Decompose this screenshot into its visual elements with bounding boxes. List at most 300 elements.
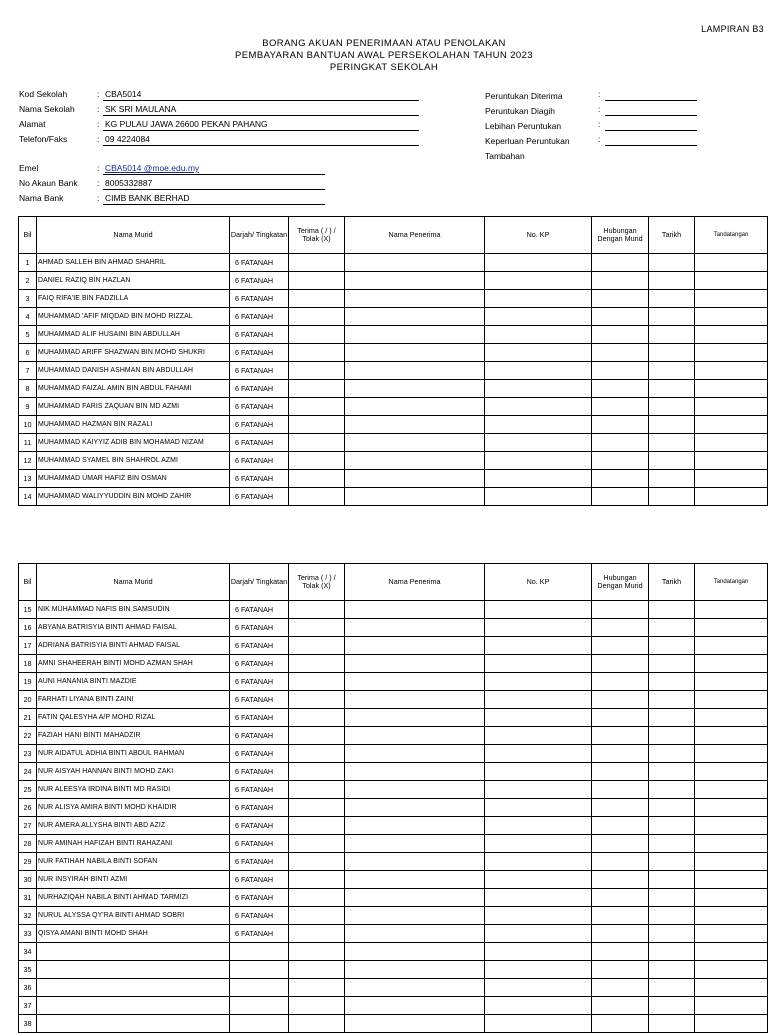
- accept-reject-cell[interactable]: [289, 979, 345, 997]
- ic-number-cell[interactable]: [485, 290, 592, 308]
- ic-number-cell[interactable]: [485, 745, 592, 763]
- class-grade: 6 FATANAH: [230, 434, 289, 452]
- signature-cell[interactable]: [695, 290, 768, 308]
- ic-number-cell[interactable]: [485, 272, 592, 290]
- signature-cell[interactable]: [695, 979, 768, 997]
- accept-reject-cell[interactable]: [289, 488, 345, 506]
- relationship-cell[interactable]: [592, 637, 649, 655]
- recipient-name-cell[interactable]: [345, 398, 485, 416]
- signature-cell[interactable]: [695, 452, 768, 470]
- nama-row: [19, 104, 439, 118]
- signature-cell[interactable]: [695, 691, 768, 709]
- bank-row: [19, 193, 439, 207]
- ic-number-cell[interactable]: [485, 452, 592, 470]
- table-row: [19, 691, 768, 709]
- accept-reject-cell[interactable]: [289, 326, 345, 344]
- akaun-row: [19, 178, 439, 192]
- row-number: 9: [19, 398, 37, 416]
- signature-cell[interactable]: [695, 853, 768, 871]
- signature-cell[interactable]: [695, 272, 768, 290]
- date-cell[interactable]: [649, 763, 695, 781]
- recipient-name-cell[interactable]: [345, 691, 485, 709]
- relationship-cell[interactable]: [592, 889, 649, 907]
- date-cell[interactable]: [649, 943, 695, 961]
- signature-cell[interactable]: [695, 835, 768, 853]
- student-name: FAZIAH HANI BINTI MAHADZIR: [37, 727, 230, 745]
- relationship-cell[interactable]: [592, 290, 649, 308]
- accept-reject-cell[interactable]: [289, 362, 345, 380]
- signature-cell[interactable]: [695, 781, 768, 799]
- emel-row: [19, 163, 439, 177]
- recipient-name-cell[interactable]: [345, 637, 485, 655]
- date-cell[interactable]: [649, 362, 695, 380]
- ic-number-cell[interactable]: [485, 362, 592, 380]
- accept-reject-cell[interactable]: [289, 853, 345, 871]
- signature-cell[interactable]: [695, 727, 768, 745]
- kod-row: [19, 89, 439, 103]
- recipient-name-cell[interactable]: [345, 619, 485, 637]
- row-number: 38: [19, 1015, 37, 1033]
- row-number: 6: [19, 344, 37, 362]
- ic-number-cell[interactable]: [485, 434, 592, 452]
- school-info: [19, 89, 439, 209]
- recipient-name-cell[interactable]: [345, 709, 485, 727]
- ic-number-cell[interactable]: [485, 763, 592, 781]
- accept-reject-cell[interactable]: [289, 745, 345, 763]
- ic-number-cell[interactable]: [485, 691, 592, 709]
- ic-number-cell[interactable]: [485, 673, 592, 691]
- relationship-cell[interactable]: [592, 673, 649, 691]
- accept-reject-cell[interactable]: [289, 344, 345, 362]
- relationship-cell[interactable]: [592, 745, 649, 763]
- date-cell[interactable]: [649, 853, 695, 871]
- recipient-name-cell[interactable]: [345, 997, 485, 1015]
- relationship-cell[interactable]: [592, 488, 649, 506]
- col-terima: Terima ( / ) / Tolak (X): [289, 564, 345, 601]
- col-bil: Bil: [19, 217, 37, 254]
- accept-reject-cell[interactable]: [289, 398, 345, 416]
- relationship-cell[interactable]: [592, 835, 649, 853]
- signature-cell[interactable]: [695, 997, 768, 1015]
- signature-cell[interactable]: [695, 871, 768, 889]
- student-name: NURHAZIQAH NABILA BINTI AHMAD TARMIZI: [37, 889, 230, 907]
- relationship-cell[interactable]: [592, 871, 649, 889]
- row-number: 20: [19, 691, 37, 709]
- accept-reject-cell[interactable]: [289, 308, 345, 326]
- ic-number-cell[interactable]: [485, 979, 592, 997]
- table-row: [19, 727, 768, 745]
- signature-cell[interactable]: [695, 254, 768, 272]
- class-grade: 6 FATANAH: [230, 272, 289, 290]
- recipient-name-cell[interactable]: [345, 907, 485, 925]
- student-name: MUHAMMAD SYAMEL BIN SHAHROL AZMI: [37, 452, 230, 470]
- signature-cell[interactable]: [695, 745, 768, 763]
- accept-reject-cell[interactable]: [289, 763, 345, 781]
- telefon-label: Telefon/Faks: [19, 134, 68, 144]
- signature-cell[interactable]: [695, 655, 768, 673]
- ic-number-cell[interactable]: [485, 601, 592, 619]
- recipient-name-cell[interactable]: [345, 763, 485, 781]
- col-bil: Bil: [19, 564, 37, 601]
- date-cell[interactable]: [649, 709, 695, 727]
- accept-reject-cell[interactable]: [289, 709, 345, 727]
- recipient-name-cell[interactable]: [345, 254, 485, 272]
- relationship-cell[interactable]: [592, 979, 649, 997]
- colon: :: [598, 119, 601, 129]
- signature-cell[interactable]: [695, 434, 768, 452]
- recipient-name-cell[interactable]: [345, 853, 485, 871]
- accept-reject-cell[interactable]: [289, 961, 345, 979]
- accept-reject-cell[interactable]: [289, 290, 345, 308]
- relationship-cell[interactable]: [592, 709, 649, 727]
- row-number: 31: [19, 889, 37, 907]
- relationship-cell[interactable]: [592, 470, 649, 488]
- student-name: [37, 961, 230, 979]
- accept-reject-cell[interactable]: [289, 871, 345, 889]
- relationship-cell[interactable]: [592, 655, 649, 673]
- table-row: [19, 254, 768, 272]
- relationship-cell[interactable]: [592, 853, 649, 871]
- recipient-name-cell[interactable]: [345, 326, 485, 344]
- relationship-cell[interactable]: [592, 416, 649, 434]
- accept-reject-cell[interactable]: [289, 673, 345, 691]
- colon: :: [598, 104, 601, 114]
- table-row: [19, 997, 768, 1015]
- signature-cell[interactable]: [695, 817, 768, 835]
- relationship-cell[interactable]: [592, 799, 649, 817]
- relationship-cell[interactable]: [592, 601, 649, 619]
- colon: :: [97, 163, 100, 173]
- ic-number-cell[interactable]: [485, 907, 592, 925]
- recipient-name-cell[interactable]: [345, 601, 485, 619]
- table-header-row: [19, 564, 768, 601]
- kod-label: Kod Sekolah: [19, 89, 68, 99]
- date-cell[interactable]: [649, 344, 695, 362]
- accept-reject-cell[interactable]: [289, 817, 345, 835]
- ic-number-cell[interactable]: [485, 655, 592, 673]
- recipient-name-cell[interactable]: [345, 434, 485, 452]
- recipient-name-cell[interactable]: [345, 943, 485, 961]
- recipient-name-cell[interactable]: [345, 781, 485, 799]
- recipient-name-cell[interactable]: [345, 272, 485, 290]
- col-nama-murid: Nama Murid: [37, 217, 230, 254]
- relationship-cell[interactable]: [592, 907, 649, 925]
- bank-label: Nama Bank: [19, 193, 64, 203]
- row-number: 33: [19, 925, 37, 943]
- signature-cell[interactable]: [695, 619, 768, 637]
- ic-number-cell[interactable]: [485, 637, 592, 655]
- ic-number-cell[interactable]: [485, 871, 592, 889]
- accept-reject-cell[interactable]: [289, 619, 345, 637]
- accept-reject-cell[interactable]: [289, 637, 345, 655]
- signature-cell[interactable]: [695, 925, 768, 943]
- date-cell[interactable]: [649, 308, 695, 326]
- relationship-cell[interactable]: [592, 727, 649, 745]
- ic-number-cell[interactable]: [485, 853, 592, 871]
- student-name: MUHAMMAD HAZMAN BIN RAZALI: [37, 416, 230, 434]
- date-cell[interactable]: [649, 835, 695, 853]
- colon: :: [97, 193, 100, 203]
- recipient-name-cell[interactable]: [345, 452, 485, 470]
- ic-number-cell[interactable]: [485, 619, 592, 637]
- signature-cell[interactable]: [695, 416, 768, 434]
- signature-cell[interactable]: [695, 488, 768, 506]
- ic-number-cell[interactable]: [485, 889, 592, 907]
- title-line-3: PERINGKAT SEKOLAH: [329, 62, 439, 73]
- signature-cell[interactable]: [695, 601, 768, 619]
- class-grade: 6 FATANAH: [230, 655, 289, 673]
- date-cell[interactable]: [649, 961, 695, 979]
- alamat-value: KG PULAU JAWA 26600 PEKAN PAHANG: [103, 119, 419, 131]
- student-name: MUHAMMAD ALIF HUSAINI BIN ABDULLAH: [37, 326, 230, 344]
- date-cell[interactable]: [649, 889, 695, 907]
- accept-reject-cell[interactable]: [289, 997, 345, 1015]
- relationship-cell[interactable]: [592, 398, 649, 416]
- recipient-name-cell[interactable]: [345, 817, 485, 835]
- ic-number-cell[interactable]: [485, 254, 592, 272]
- date-cell[interactable]: [649, 673, 695, 691]
- date-cell[interactable]: [649, 925, 695, 943]
- tambahan-row: [485, 149, 700, 163]
- relationship-cell[interactable]: [592, 344, 649, 362]
- recipient-name-cell[interactable]: [345, 488, 485, 506]
- accept-reject-cell[interactable]: [289, 907, 345, 925]
- recipient-name-cell[interactable]: [345, 799, 485, 817]
- accept-reject-cell[interactable]: [289, 781, 345, 799]
- date-cell[interactable]: [649, 799, 695, 817]
- accept-reject-cell[interactable]: [289, 691, 345, 709]
- recipient-name-cell[interactable]: [345, 925, 485, 943]
- recipient-name-cell[interactable]: [345, 344, 485, 362]
- relationship-cell[interactable]: [592, 452, 649, 470]
- relationship-cell[interactable]: [592, 925, 649, 943]
- table-row: [19, 434, 768, 452]
- relationship-cell[interactable]: [592, 619, 649, 637]
- keperluan-value: [605, 134, 697, 146]
- colon: :: [97, 178, 100, 188]
- signature-cell[interactable]: [695, 470, 768, 488]
- class-grade: 6 FATANAH: [230, 907, 289, 925]
- accept-reject-cell[interactable]: [289, 272, 345, 290]
- recipient-name-cell[interactable]: [345, 290, 485, 308]
- row-number: 28: [19, 835, 37, 853]
- class-grade: 6 FATANAH: [230, 601, 289, 619]
- student-name: NURUL ALYSSA QY'RA BINTI AHMAD SOBRI: [37, 907, 230, 925]
- date-cell[interactable]: [649, 745, 695, 763]
- col-hubungan: Hubungan Dengan Murid: [592, 217, 649, 254]
- date-cell[interactable]: [649, 781, 695, 799]
- date-cell[interactable]: [649, 380, 695, 398]
- ic-number-cell[interactable]: [485, 326, 592, 344]
- date-cell[interactable]: [649, 326, 695, 344]
- relationship-cell[interactable]: [592, 254, 649, 272]
- ic-number-cell[interactable]: [485, 398, 592, 416]
- date-cell[interactable]: [649, 452, 695, 470]
- ic-number-cell[interactable]: [485, 799, 592, 817]
- table-row: [19, 925, 768, 943]
- table-row: [19, 637, 768, 655]
- ic-number-cell[interactable]: [485, 727, 592, 745]
- col-tarikh: Tarikh: [649, 564, 695, 601]
- class-grade: [230, 997, 289, 1015]
- ic-number-cell[interactable]: [485, 817, 592, 835]
- accept-reject-cell[interactable]: [289, 380, 345, 398]
- accept-reject-cell[interactable]: [289, 925, 345, 943]
- recipient-name-cell[interactable]: [345, 889, 485, 907]
- relationship-cell[interactable]: [592, 380, 649, 398]
- colon: :: [97, 104, 100, 114]
- recipient-name-cell[interactable]: [345, 727, 485, 745]
- accept-reject-cell[interactable]: [289, 943, 345, 961]
- table-header-row: [19, 217, 768, 254]
- ic-number-cell[interactable]: [485, 997, 592, 1015]
- date-cell[interactable]: [649, 817, 695, 835]
- date-cell[interactable]: [649, 907, 695, 925]
- signature-cell[interactable]: [695, 398, 768, 416]
- signature-cell[interactable]: [695, 961, 768, 979]
- date-cell[interactable]: [649, 488, 695, 506]
- accept-reject-cell[interactable]: [289, 434, 345, 452]
- emel-link[interactable]: CBA5014 @moe.edu.my: [103, 163, 325, 175]
- recipient-name-cell[interactable]: [345, 745, 485, 763]
- table-row: [19, 835, 768, 853]
- row-number: 23: [19, 745, 37, 763]
- row-number: 37: [19, 997, 37, 1015]
- ic-number-cell[interactable]: [485, 781, 592, 799]
- ic-number-cell[interactable]: [485, 709, 592, 727]
- date-cell[interactable]: [649, 691, 695, 709]
- ic-number-cell[interactable]: [485, 308, 592, 326]
- table-row: [19, 308, 768, 326]
- ic-number-cell[interactable]: [485, 925, 592, 943]
- recipient-name-cell[interactable]: [345, 380, 485, 398]
- ic-number-cell[interactable]: [485, 470, 592, 488]
- accept-reject-cell[interactable]: [289, 727, 345, 745]
- ic-number-cell[interactable]: [485, 344, 592, 362]
- date-cell[interactable]: [649, 272, 695, 290]
- relationship-cell[interactable]: [592, 997, 649, 1015]
- relationship-cell[interactable]: [592, 817, 649, 835]
- recipient-name-cell[interactable]: [345, 308, 485, 326]
- accept-reject-cell[interactable]: [289, 835, 345, 853]
- relationship-cell[interactable]: [592, 362, 649, 380]
- ic-number-cell[interactable]: [485, 416, 592, 434]
- date-cell[interactable]: [649, 619, 695, 637]
- ic-number-cell[interactable]: [485, 380, 592, 398]
- recipient-name-cell[interactable]: [345, 655, 485, 673]
- ic-number-cell[interactable]: [485, 961, 592, 979]
- keperluan-label: Keperluan Peruntukan: [485, 136, 570, 146]
- relationship-cell[interactable]: [592, 961, 649, 979]
- col-nama-penerima: Nama Penerima: [345, 217, 485, 254]
- relationship-cell[interactable]: [592, 434, 649, 452]
- date-cell[interactable]: [649, 655, 695, 673]
- date-cell[interactable]: [649, 997, 695, 1015]
- recipient-name-cell[interactable]: [345, 835, 485, 853]
- signature-cell[interactable]: [695, 308, 768, 326]
- row-number: 18: [19, 655, 37, 673]
- signature-cell[interactable]: [695, 907, 768, 925]
- date-cell[interactable]: [649, 470, 695, 488]
- table-row: [19, 961, 768, 979]
- accept-reject-cell[interactable]: [289, 452, 345, 470]
- recipient-name-cell[interactable]: [345, 470, 485, 488]
- accept-reject-cell[interactable]: [289, 799, 345, 817]
- student-name: NUR FATIHAH NABILA BINTI SOFAN: [37, 853, 230, 871]
- signature-cell[interactable]: [695, 344, 768, 362]
- class-grade: 6 FATANAH: [230, 488, 289, 506]
- signature-cell[interactable]: [695, 637, 768, 655]
- ic-number-cell[interactable]: [485, 488, 592, 506]
- accept-reject-cell[interactable]: [289, 470, 345, 488]
- student-name: NUR ALEESYA IRDINA BINTI MD RASIDI: [37, 781, 230, 799]
- recipient-name-cell[interactable]: [345, 979, 485, 997]
- relationship-cell[interactable]: [592, 943, 649, 961]
- relationship-cell[interactable]: [592, 308, 649, 326]
- ic-number-cell[interactable]: [485, 835, 592, 853]
- relationship-cell[interactable]: [592, 781, 649, 799]
- relationship-cell[interactable]: [592, 763, 649, 781]
- signature-cell[interactable]: [695, 380, 768, 398]
- signature-cell[interactable]: [695, 709, 768, 727]
- diagih-label: Peruntukan Diagih: [485, 106, 555, 116]
- row-number: 12: [19, 452, 37, 470]
- date-cell[interactable]: [649, 637, 695, 655]
- recipient-name-cell[interactable]: [345, 871, 485, 889]
- colon: :: [598, 134, 601, 144]
- student-name: NIK MUHAMMAD NAFIS BIN SAMSUDIN: [37, 601, 230, 619]
- accept-reject-cell[interactable]: [289, 254, 345, 272]
- date-cell[interactable]: [649, 727, 695, 745]
- date-cell[interactable]: [649, 290, 695, 308]
- class-grade: 6 FATANAH: [230, 691, 289, 709]
- recipient-name-cell[interactable]: [345, 961, 485, 979]
- recipient-name-cell[interactable]: [345, 673, 485, 691]
- table-row: [19, 853, 768, 871]
- accept-reject-cell[interactable]: [289, 655, 345, 673]
- date-cell[interactable]: [649, 434, 695, 452]
- accept-reject-cell[interactable]: [289, 889, 345, 907]
- date-cell[interactable]: [649, 398, 695, 416]
- recipient-name-cell[interactable]: [345, 416, 485, 434]
- date-cell[interactable]: [649, 416, 695, 434]
- signature-cell[interactable]: [695, 889, 768, 907]
- date-cell[interactable]: [649, 871, 695, 889]
- recipient-name-cell[interactable]: [345, 362, 485, 380]
- table-row: [19, 326, 768, 344]
- class-grade: 6 FATANAH: [230, 889, 289, 907]
- colon: :: [97, 89, 100, 99]
- accept-reject-cell[interactable]: [289, 416, 345, 434]
- relationship-cell[interactable]: [592, 272, 649, 290]
- signature-cell[interactable]: [695, 943, 768, 961]
- ic-number-cell[interactable]: [485, 943, 592, 961]
- date-cell[interactable]: [649, 979, 695, 997]
- date-cell[interactable]: [649, 601, 695, 619]
- row-number: 29: [19, 853, 37, 871]
- col-tarikh: Tarikh: [649, 217, 695, 254]
- signature-cell[interactable]: [695, 673, 768, 691]
- relationship-cell[interactable]: [592, 326, 649, 344]
- signature-cell[interactable]: [695, 326, 768, 344]
- accept-reject-cell[interactable]: [289, 601, 345, 619]
- signature-cell[interactable]: [695, 799, 768, 817]
- signature-cell[interactable]: [695, 763, 768, 781]
- table-row: [19, 673, 768, 691]
- date-cell[interactable]: [649, 254, 695, 272]
- relationship-cell[interactable]: [592, 691, 649, 709]
- signature-cell[interactable]: [695, 362, 768, 380]
